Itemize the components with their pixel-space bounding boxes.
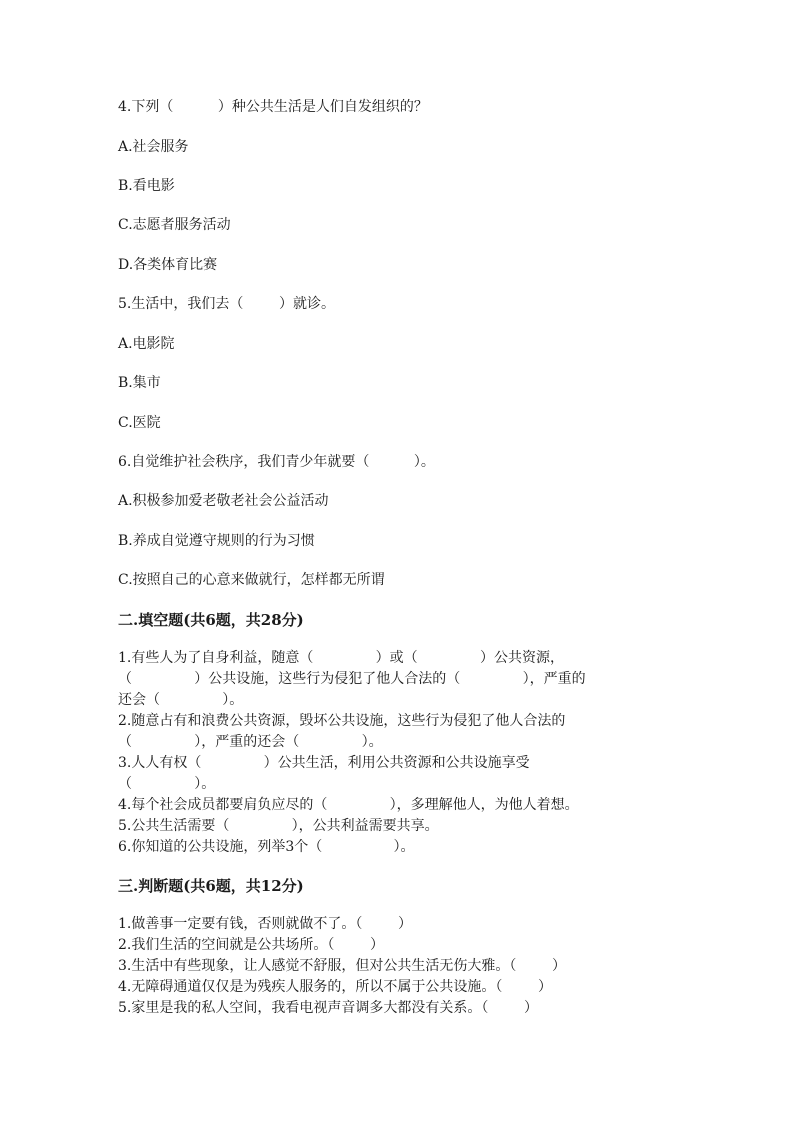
true-false-line-5: 5.家里是我的私人空间，我看电视声音调多大都没有关系。（ ） bbox=[118, 1000, 538, 1016]
fill-in-section-heading: 二.填空题(共6题，共28分) bbox=[118, 611, 304, 629]
fill-in-line-1: 1.有些人为了自身利益，随意（ ）或（ ）公共资源， bbox=[118, 650, 564, 666]
question-6-option-b: B.养成自觉遵守规则的行为习惯 bbox=[118, 533, 315, 549]
true-false-line-4: 4.无障碍通道仅仅是为残疾人服务的，所以不属于公共设施。（ ） bbox=[118, 979, 552, 995]
question-6-option-c: C.按照自己的心意来做就行，怎样都无所谓 bbox=[118, 572, 385, 588]
question-5-option-b: B.集市 bbox=[118, 375, 161, 391]
fill-in-line-6: 3.人人有权（ ）公共生活，利用公共资源和公共设施享受 bbox=[118, 755, 530, 771]
fill-in-line-3: 还会（ ）。 bbox=[118, 692, 244, 708]
fill-in-line-4: 2.随意占有和浪费公共资源，毁坏公共设施，这些行为侵犯了他人合法的 bbox=[118, 713, 566, 729]
question-6-stem: 6.自觉维护社会秩序，我们青少年就要（ ）。 bbox=[118, 454, 435, 470]
fill-in-line-8: 4.每个社会成员都要肩负应尽的（ ），多理解他人，为他人着想。 bbox=[118, 797, 579, 813]
true-false-line-3: 3.生活中有些现象，让人感觉不舒服，但对公共生活无伤大雅。（ ） bbox=[118, 958, 566, 974]
question-4-option-c: C.志愿者服务活动 bbox=[118, 217, 231, 233]
fill-in-line-2: （ ）公共设施，这些行为侵犯了他人合法的（ ），严重的 bbox=[118, 671, 586, 687]
true-false-line-2: 2.我们生活的空间就是公共场所。（ ） bbox=[118, 937, 384, 953]
fill-in-line-5: （ ），严重的还会（ ）。 bbox=[118, 734, 383, 750]
true-false-line-1: 1.做善事一定要有钱，否则就做不了。（ ） bbox=[118, 916, 412, 932]
question-4-stem: 4.下列（ ）种公共生活是人们自发组织的？ bbox=[118, 99, 428, 115]
question-6-option-a: A.积极参加爱老敬老社会公益活动 bbox=[118, 493, 329, 509]
true-false-section-heading: 三.判断题(共6题，共12分) bbox=[118, 877, 304, 895]
fill-in-line-10: 6.你知道的公共设施，列举3个（ ）。 bbox=[118, 839, 415, 855]
question-4-option-d: D.各类体育比赛 bbox=[118, 257, 218, 273]
fill-in-line-7: （ ）。 bbox=[118, 776, 216, 792]
question-4-option-b: B.看电影 bbox=[118, 178, 175, 194]
question-4-option-a: A.社会服务 bbox=[118, 139, 189, 155]
question-5-stem: 5.生活中，我们去（ ）就诊。 bbox=[118, 296, 335, 312]
question-5-option-c: C.医院 bbox=[118, 415, 161, 431]
question-5-option-a: A.电影院 bbox=[118, 336, 175, 352]
fill-in-line-9: 5.公共生活需要（ ），公共利益需要共享。 bbox=[118, 818, 439, 834]
